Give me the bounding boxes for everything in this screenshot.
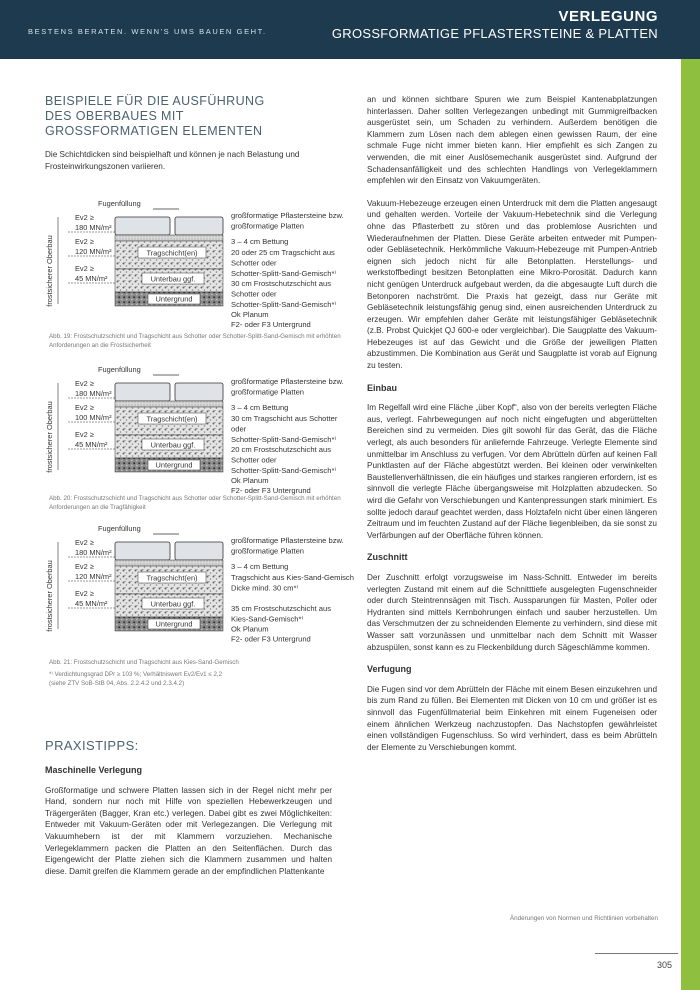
- section-title: BEISPIELE FÜR DIE AUSFÜHRUNG DES OBERBAUES MIT GROSSFORMATIGEN ELEMENTEN: [45, 94, 265, 138]
- footer-note: Änderungen von Normen und Richtlinien vorbehalten: [509, 915, 658, 922]
- base-label: Tragschicht(en): [146, 414, 198, 424]
- layer-diagram: [38, 521, 368, 656]
- untergrund-label: Untergrund: [155, 619, 193, 629]
- layer-desc: F2- oder F3 Untergrund: [231, 634, 311, 644]
- ev-label: Ev2 ≥: [75, 589, 94, 598]
- para-vakuum: Vakuum-Hebezeuge erzeugen einen Unterdruck mit dem die Platten angesaugt und gehalten werden. Vorteile der Vakuum-Hebetechnik sind die Verlegung ohne das Pflasterbett zu stören und das problemlose Ausrichten und Wiederaufnehmen der Platten. Diese Geräte arbeiten entweder mit Pumpen- oder Gebläsetechnik. Herkömmliche Vakuum-Hebezeuge mit Pumpen-Antrieb eignen sich jedoch nicht für alle Betonplatten. Herstellungs- und werkstoffbedingt besitzen Betonplatten eine Mikro-Porosität. Dadurch kann nicht genügen Unterdruck aufgebaut werden, da die abgesaugte Luft durch die Betonporen nachströmt. Die Praxis hat gezeigt, dass nur Geräte mit Gebläsetechnik leistungsfähig genug sind, einen ausreichenden Unterdruck zu erzeugen. Wir empfehlen daher Geräte mit leistungsfähiger Gebläsetechnik (z.B. Probst Quickjet QJ 600-e oder vergleichbar). Die Saugplatte des Vakuum-Hebezeuges ist auf das Gewicht und die Größe der jeweiligen Platten abzustimmen. Die Kombination aus Gerät und Saugplatte ist vorab auf Eignung zu testen.: [367, 198, 657, 371]
- header-title: VERLEGUNG: [558, 8, 658, 25]
- layer-desc: F2- oder F3 Untergrund: [231, 486, 311, 495]
- side-label: frostsicherer Oberbau: [45, 235, 54, 307]
- layer-desc: 3 – 4 cm Bettung: [231, 237, 289, 246]
- layer-desc: 20 cm Frostschutzschicht aus: [231, 445, 332, 454]
- ev-label: Ev2 ≥: [75, 264, 94, 273]
- ev-label: Ev2 ≥: [75, 403, 94, 412]
- intro-text: Die Schichtdicken sind beispielhaft und können je nach Belastung und Frosteinwirkungszonen variieren.: [45, 150, 300, 171]
- layer-desc: 3 – 4 cm Bettung: [231, 403, 289, 412]
- layer-desc: Ok Planum: [231, 624, 269, 634]
- layer-desc: F2- oder F3 Untergrund: [231, 320, 311, 329]
- caption-19: Abb. 19: Frostschutzschicht und Tragschicht aus Schotter oder Schotter-Splitt-Sand-Gemisch mit erhöhten Anforderungen an die Frostsicherheit: [49, 333, 341, 349]
- layer-desc: großformatige Platten: [231, 387, 305, 397]
- caption-20: Abb. 20: Frostschutzschicht und Tragschicht aus Schotter oder Schotter-Splitt-Sand-Gemisch mit erhöhten Anforderungen an die Tragfähigkeit: [49, 495, 341, 511]
- layer-desc: großformatige Pflastersteine bzw.: [231, 377, 344, 386]
- footnote-small: *⁾ Verdichtungsgrad DPr ≥ 103 %; Verhältniswert Ev2/Ev1 ≤ 2,2 (siehe ZTV SoB-StB 04, Abs. 2.2.4.2 und 2.3.4.2): [49, 671, 223, 687]
- ev-value: 120 MN/m²: [75, 247, 112, 256]
- layer-desc: 3 – 4 cm Bettung: [231, 562, 289, 571]
- section-examples: [45, 94, 355, 172]
- diagram-group: [45, 365, 344, 495]
- layer-desc: großformatige Pflastersteine bzw.: [231, 536, 344, 545]
- unterbau-label: Unterbau ggf.: [150, 599, 196, 609]
- unterbau-label: Unterbau ggf.: [150, 440, 196, 450]
- stone-right: [175, 542, 223, 560]
- page-header: [0, 0, 700, 59]
- layer-desc: oder: [231, 424, 247, 434]
- stone-right: [175, 383, 223, 401]
- layer-desc: Schotter-Splitt-Sand-Gemisch*⁾: [231, 300, 337, 309]
- diagram-19: [38, 196, 368, 336]
- verfugung-text: Die Fugen sind vor dem Abrütteln der Fläche mit einem Besen einzukehren und bis zum Rand zu füllen. Bei Elementen mit Dicken von 10 cm und größer ist es sinnvoll das Fugenfüllmaterial beim Einkehren mit einem Fugeneisen oder einem ähnlichen Werkzeug nachzustopfen. Das Nachstopfen gewährleistet einen vollständigen Fugenschluss. So wird verhindert, dass es beim Abrütteln der Elemente zu Verschiebungen kommt.: [367, 684, 657, 752]
- layer-desc: Schotter-Splitt-Sand-Gemisch*⁾: [231, 466, 337, 475]
- layer-desc: Ok Planum: [231, 310, 269, 319]
- base-label: Tragschicht(en): [146, 248, 198, 258]
- side-label: frostsicherer Oberbau: [45, 401, 54, 473]
- ev-value: 180 MN/m²: [75, 223, 112, 232]
- stone-left: [115, 383, 170, 401]
- stone-left: [115, 217, 170, 235]
- stone-left: [115, 542, 170, 560]
- untergrund-label: Untergrund: [155, 460, 193, 470]
- fugenfuellung-label: Fugenfüllung: [98, 524, 141, 533]
- header-subtitle: GROSSFORMATIGE PFLASTERSTEINE & PLATTEN: [331, 26, 658, 41]
- bedding-layer: [115, 235, 223, 241]
- layer-desc: großformatige Pflastersteine bzw.: [231, 211, 344, 220]
- ev-label: Ev2 ≥: [75, 213, 94, 222]
- layer-desc: Ok Planum: [231, 476, 269, 485]
- page-number: 305: [657, 960, 673, 970]
- section-praxis: [45, 738, 355, 877]
- tagline: BESTENS BERATEN. WENN'S UMS BAUEN GEHT.: [28, 27, 267, 36]
- layer-diagram: [38, 196, 368, 331]
- unterbau-label: Unterbau ggf.: [150, 274, 196, 284]
- ev-label: Ev2 ≥: [75, 237, 94, 246]
- einbau-text: Im Regelfall wird eine Fläche „über Kopf“, also von der bereits verlegten Fläche aus, verlegt. Fahrbewegungen auf noch nicht eingefugten und abgerüttelten Bereichen sind zu vermeiden. Dies gilt sowohl für das Gerät, das die Fläche verlegt, als auch besonders für anliefernde Fahrzeuge. Verlegte Elemente sind unmittelbar im Anschluss zu verfugen. Vor dem Abrütteln dürfen auf keinen Fall Punktlasten auf der Fläche abgestützt werden. Bei kleinen oder verwinkelten Baustellenverhältnissen, die ein häufiges und starkes rangieren erfordern, ist es sinnvoll die verlegte Fläche übergangsweise mit Holzplatten abzudecken. So wird die Gefahr von Verschiebungen und Kantenpressungen stark minimiert. Es sollte jedoch darauf geachtet werden, dass Holztafeln nicht über einen längeren Zeitraum und im feuchten Zustand auf der Fläche liegenbleiben, da sie sonst zu Verfärbungen auf der Oberfläche führen können.: [367, 403, 657, 540]
- diagram-group: [45, 524, 354, 644]
- layer-desc: Tragschicht aus Kies-Sand-Gemisch: [231, 573, 354, 582]
- ev-label: Ev2 ≥: [75, 562, 94, 571]
- praxis-title: PRAXISTIPPS:: [45, 738, 139, 753]
- base-label: Tragschicht(en): [146, 573, 198, 583]
- ev-value: 120 MN/m²: [75, 572, 112, 581]
- maschinell-heading: Maschinelle Verlegung: [45, 765, 143, 775]
- ev-value: 45 MN/m²: [75, 274, 108, 283]
- right-column: [367, 94, 657, 753]
- fugenfuellung-label: Fugenfüllung: [98, 365, 141, 374]
- ev-value: 100 MN/m²: [75, 413, 112, 422]
- layer-diagram: [38, 362, 368, 497]
- ev-value: 180 MN/m²: [75, 389, 112, 398]
- untergrund-label: Untergrund: [155, 294, 193, 304]
- diagram-21: [38, 521, 368, 661]
- ev-label: Ev2 ≥: [75, 430, 94, 439]
- caption-21: Abb. 21: Frostschutzschicht und Tragschicht aus Kies-Sand-Gemisch: [49, 659, 239, 666]
- layer-desc: Dicke mind. 30 cm*⁾: [231, 583, 299, 593]
- diagram-group: [45, 199, 344, 329]
- layer-desc: 35 cm Frostschutzschicht aus: [231, 604, 332, 613]
- layer-desc: Schotter-Splitt-Sand-Gemisch*⁾: [231, 269, 337, 278]
- maschinell-text: Großformatige und schwere Platten lassen sich in der Regel nicht mehr per Hand, sondern nur noch mit Hilfe von speziellen Hebewerkzeugen und Trägergeräten (Bagger, Kran etc.) verlegen. Dabei gibt es zwei Möglichkeiten: Entweder mit Vakuum-Geräten oder mit Verlegezangen. Die Verlegung mit Vakuumhebern ist der mit Klammern vorzuziehen. Mechanische Verlegeklammern packen die Platten an den Seitenflächen. Durch das Eigengewicht der Platte ziehen sich die Klammern zusammen und halten diese. Damit greifen die Klammern gerade an der empfindlichen Plattenkante: [45, 785, 332, 876]
- layer-desc: Schotter oder: [231, 258, 277, 268]
- layer-desc: großformatige Platten: [231, 546, 305, 556]
- zuschnitt-text: Der Zuschnitt erfolgt vorzugsweise im Nass-Schnitt. Entweder im bereits verlegten Zustand mit einem auf die Schnitttiefe ausgelegten Fugenschneider oder durch Steintrennsägen mit Tisch. Aussparungen für Masten, Poller oder Hydranten sind mittels Kernbohrungen einfach und sauber herzustellen. Um das Verschmutzen der zu schneidenden Elemente zu verhindern, sind diese mit Wasser satt vorzunässen und unmittelbar nach dem Schnitt mit Wasser abzuspülen, sonst kann es zu Fleckenbildung durch Sägeschlämme kommen.: [367, 572, 657, 652]
- ev-value: 180 MN/m²: [75, 548, 112, 557]
- ev-label: Ev2 ≥: [75, 538, 94, 547]
- layer-desc: 30 cm Frostschutzschicht aus: [231, 279, 332, 288]
- layer-desc: Schotter oder: [231, 455, 277, 465]
- side-label: frostsicherer Oberbau: [45, 560, 54, 632]
- layer-desc: Kies-Sand-Gemisch*⁾: [231, 614, 304, 624]
- ev-label: Ev2 ≥: [75, 379, 94, 388]
- layer-desc: Schotter-Splitt-Sand-Gemisch*⁾: [231, 435, 337, 444]
- fugenfuellung-label: Fugenfüllung: [98, 199, 141, 208]
- bedding-layer: [115, 401, 223, 407]
- einbau-heading: Einbau: [367, 382, 398, 393]
- page-rule: [595, 953, 678, 954]
- stone-right: [175, 217, 223, 235]
- para-klammern: an und können sichtbare Spuren wie zum Beispiel Kantenabplatzungen hinterlassen. Daher sollten Verlegezangen unbedingt mit Gummigreifbacken ausgerüstet sein, um Schaden zu verhindern. Außerdem benötigen die Klammern zum Lösen nach dem ablegen einen gewissen Raum, der eine schmale Fuge nicht immer bieten kann. Hier empfiehlt es sich Zangen zu verwenden, die mit einer Auslösemechanik ausgerüstet sind. Aufgrund der Schadensanfälligkeit und des schlechten Handlings von Verlegeklammern empfehlen wir den Einsatz von Vakuumgeräten.: [367, 95, 657, 186]
- diagram-20: [38, 362, 368, 502]
- ev-value: 45 MN/m²: [75, 440, 108, 449]
- layer-desc: großformatige Platten: [231, 221, 305, 231]
- verfugung-heading: Verfugung: [367, 664, 412, 675]
- layer-desc: 30 cm Tragschicht aus Schotter: [231, 414, 338, 423]
- side-accent-bar: [681, 59, 700, 990]
- layer-desc: Schotter oder: [231, 289, 277, 299]
- bedding-layer: [115, 560, 223, 566]
- ev-value: 45 MN/m²: [75, 599, 108, 608]
- layer-desc: 20 oder 25 cm Tragschicht aus: [231, 248, 335, 257]
- zuschnitt-heading: Zuschnitt: [367, 552, 408, 563]
